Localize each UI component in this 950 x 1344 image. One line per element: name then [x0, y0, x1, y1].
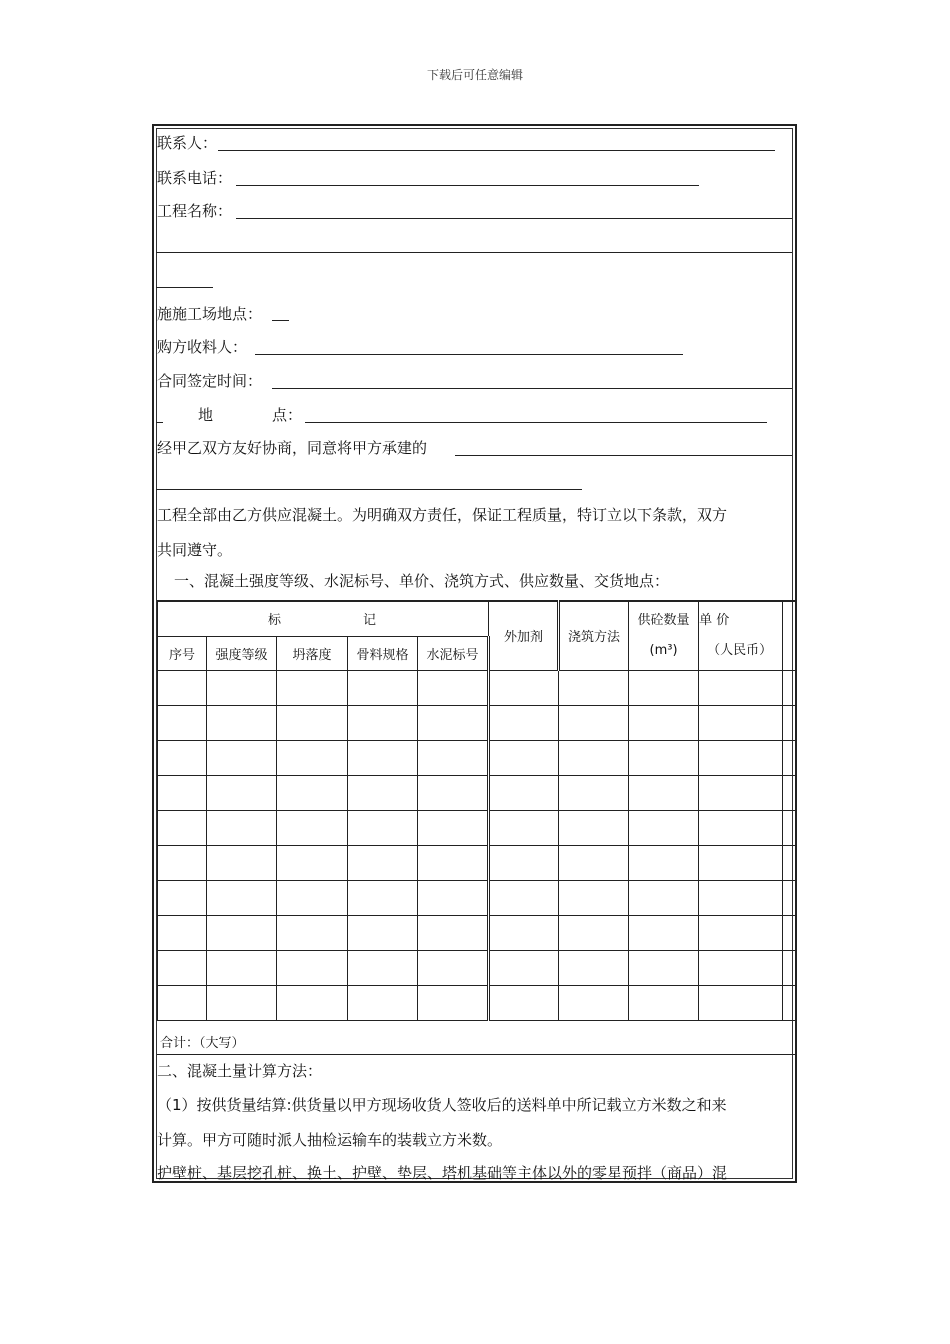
- table-cell[interactable]: [489, 985, 559, 1020]
- calc-item-1-cont: 计算。甲方可随时派人抽检运输车的装载立方米数。: [157, 1131, 503, 1149]
- col-unit-price: 单 价 （人民币）: [699, 601, 783, 670]
- receiver-field[interactable]: [255, 354, 683, 355]
- table-cell[interactable]: [348, 985, 418, 1020]
- table-row: [158, 845, 798, 880]
- table-cell[interactable]: [277, 775, 348, 810]
- contract-form: [152, 124, 797, 1183]
- table-cell[interactable]: [629, 740, 699, 775]
- table-cell: [783, 670, 797, 705]
- table-cell[interactable]: [699, 880, 783, 915]
- table-cell[interactable]: [489, 950, 559, 985]
- table-cell[interactable]: [207, 985, 277, 1020]
- table-cell[interactable]: [629, 705, 699, 740]
- table-cell[interactable]: [559, 845, 629, 880]
- table-cell[interactable]: [629, 810, 699, 845]
- table-row: [158, 705, 798, 740]
- table-cell[interactable]: [348, 950, 418, 985]
- table-cell[interactable]: [207, 810, 277, 845]
- section-2-heading: 二、混凝土量计算方法：: [157, 1062, 323, 1080]
- table-cell[interactable]: [158, 950, 207, 985]
- project-name-label: 工程名称：: [157, 202, 233, 220]
- table-cell[interactable]: [277, 950, 348, 985]
- table-cell[interactable]: [158, 985, 207, 1020]
- table-row: [158, 915, 798, 950]
- table-cell[interactable]: [489, 705, 559, 740]
- table-cell[interactable]: [207, 705, 277, 740]
- table-row: [158, 985, 798, 1020]
- table-cell[interactable]: [699, 740, 783, 775]
- table-cell[interactable]: [489, 775, 559, 810]
- table-row: [158, 810, 798, 845]
- table-cell[interactable]: [418, 705, 489, 740]
- table-cell[interactable]: [277, 740, 348, 775]
- table-cell[interactable]: [348, 775, 418, 810]
- table-row: [158, 950, 798, 985]
- table-cell[interactable]: [418, 740, 489, 775]
- place-label-b: 点：: [272, 406, 303, 424]
- table-cell[interactable]: [629, 915, 699, 950]
- table-cell[interactable]: [277, 670, 348, 705]
- site-label: 施施工场地点：: [157, 305, 263, 323]
- table-cell[interactable]: [629, 880, 699, 915]
- table-cell[interactable]: [348, 740, 418, 775]
- table-cell[interactable]: [489, 740, 559, 775]
- table-cell[interactable]: [559, 775, 629, 810]
- col-additive: 外加剂: [489, 601, 559, 670]
- intro-paragraph: 工程全部由乙方供应混凝土。为明确双方责任，保证工程质量，特订立以下条款，双方: [157, 506, 728, 524]
- table-cell[interactable]: [418, 915, 489, 950]
- sign-time-label: 合同签定时间：: [157, 372, 263, 390]
- table-cell[interactable]: [629, 950, 699, 985]
- table-cell[interactable]: [158, 845, 207, 880]
- table-cell[interactable]: [277, 810, 348, 845]
- table-cell[interactable]: [559, 880, 629, 915]
- site-field[interactable]: [272, 320, 289, 321]
- table-cell[interactable]: [348, 915, 418, 950]
- table-cell: [783, 775, 797, 810]
- agreement-project-field[interactable]: [455, 455, 792, 456]
- table-cell[interactable]: [629, 985, 699, 1020]
- table-cell[interactable]: [699, 670, 783, 705]
- col-slump: 坍落度: [277, 636, 348, 670]
- table-cell[interactable]: [277, 985, 348, 1020]
- table-cell: [783, 845, 797, 880]
- table-cell[interactable]: [348, 810, 418, 845]
- page-header: 下载后可任意编辑: [426, 68, 523, 82]
- table-cell[interactable]: [348, 705, 418, 740]
- project-name-field-3[interactable]: [156, 287, 213, 288]
- table-cell[interactable]: [699, 775, 783, 810]
- table-cell: [783, 880, 797, 915]
- table-cell: [783, 915, 797, 950]
- table-cell[interactable]: [158, 740, 207, 775]
- table-cell[interactable]: [207, 670, 277, 705]
- table-cell[interactable]: [699, 810, 783, 845]
- total-row: [157, 1024, 795, 1055]
- table-row: [158, 775, 798, 810]
- table-cell[interactable]: [629, 845, 699, 880]
- concrete-spec-table: [157, 600, 797, 1021]
- table-cell[interactable]: [348, 880, 418, 915]
- receiver-label: 购方收料人：: [157, 338, 248, 356]
- table-cell[interactable]: [277, 915, 348, 950]
- table-cell[interactable]: [559, 985, 629, 1020]
- table-cell[interactable]: [559, 810, 629, 845]
- calc-item-2: 护壁桩、基层挖孔桩、换土、护壁、垫层、塔机基础等主体以外的零星预拌（商品）混: [157, 1164, 728, 1182]
- table-cell[interactable]: [207, 880, 277, 915]
- table-cell[interactable]: [418, 670, 489, 705]
- agreement-text: 经甲乙双方友好协商，同意将甲方承建的: [157, 439, 428, 457]
- table-row: [158, 880, 798, 915]
- table-cell[interactable]: [699, 985, 783, 1020]
- col-quantity: 供砼数量 (m³): [629, 601, 699, 670]
- total-label: 合计：（大写）: [160, 1036, 245, 1051]
- table-cell[interactable]: [158, 775, 207, 810]
- place-field[interactable]: [305, 422, 767, 423]
- agreement-project-field-2[interactable]: [156, 489, 582, 490]
- intro-paragraph-2: 共同遵守。: [157, 541, 233, 559]
- col-pour-method: 浇筑方法: [559, 601, 629, 670]
- table-cell[interactable]: [418, 985, 489, 1020]
- table-cell[interactable]: [207, 845, 277, 880]
- table-cell[interactable]: [699, 950, 783, 985]
- table-cell[interactable]: [418, 775, 489, 810]
- table-cell[interactable]: [348, 845, 418, 880]
- table-row: [158, 670, 798, 705]
- contact-label: 联系人：: [157, 134, 218, 152]
- col-cement: 水泥标号: [418, 636, 489, 670]
- contact-field[interactable]: [218, 150, 775, 151]
- table-cell[interactable]: [559, 950, 629, 985]
- table-cell[interactable]: [418, 810, 489, 845]
- table-cell[interactable]: [489, 845, 559, 880]
- table-cell[interactable]: [158, 915, 207, 950]
- table-cell[interactable]: [629, 670, 699, 705]
- project-name-field[interactable]: [236, 218, 792, 219]
- table-cell[interactable]: [489, 810, 559, 845]
- table-cell: [783, 740, 797, 775]
- phone-label: 联系电话：: [157, 169, 233, 187]
- table-cell[interactable]: [699, 915, 783, 950]
- table-cell[interactable]: [207, 775, 277, 810]
- col-aggregate: 骨料规格: [348, 636, 418, 670]
- table-cell[interactable]: [418, 950, 489, 985]
- col-seq: 序号: [158, 636, 207, 670]
- table-cell[interactable]: [559, 740, 629, 775]
- table-row: [158, 740, 798, 775]
- table-cell[interactable]: [158, 880, 207, 915]
- table-cell[interactable]: [559, 670, 629, 705]
- table-cell[interactable]: [158, 810, 207, 845]
- table-cell: [783, 810, 797, 845]
- table-cell[interactable]: [418, 845, 489, 880]
- table-cell: [783, 705, 797, 740]
- table-cell[interactable]: [489, 915, 559, 950]
- table-cell[interactable]: [699, 705, 783, 740]
- phone-field[interactable]: [236, 185, 699, 186]
- table-cell[interactable]: [277, 705, 348, 740]
- group-header: 标 记: [158, 601, 489, 636]
- table-cell[interactable]: [348, 670, 418, 705]
- table-cell[interactable]: [207, 740, 277, 775]
- sign-time-field[interactable]: [272, 388, 792, 389]
- table-cell[interactable]: [277, 880, 348, 915]
- calc-item-1: （1）按供货量结算:供货量以甲方现场收货人签收后的送料单中所记载立方米数之和来: [157, 1096, 727, 1114]
- table-cell[interactable]: [207, 915, 277, 950]
- table-cell[interactable]: [489, 670, 559, 705]
- table-cell[interactable]: [158, 670, 207, 705]
- table-cell[interactable]: [158, 705, 207, 740]
- project-name-field-2[interactable]: [156, 252, 792, 253]
- table-cell[interactable]: [559, 705, 629, 740]
- section-1-heading: 一、混凝土强度等级、水泥标号、单价、浇筑方式、供应数量、交货地点：: [174, 572, 670, 590]
- table-cell: [783, 950, 797, 985]
- table-cell[interactable]: [629, 775, 699, 810]
- table-cell[interactable]: [277, 845, 348, 880]
- table-cell[interactable]: [559, 915, 629, 950]
- table-cell[interactable]: [207, 950, 277, 985]
- table-cell: [783, 985, 797, 1020]
- table-cell[interactable]: [699, 845, 783, 880]
- table-cell[interactable]: [489, 880, 559, 915]
- place-label-a: 地: [198, 406, 214, 424]
- table-cell[interactable]: [418, 880, 489, 915]
- col-strength: 强度等级: [207, 636, 277, 670]
